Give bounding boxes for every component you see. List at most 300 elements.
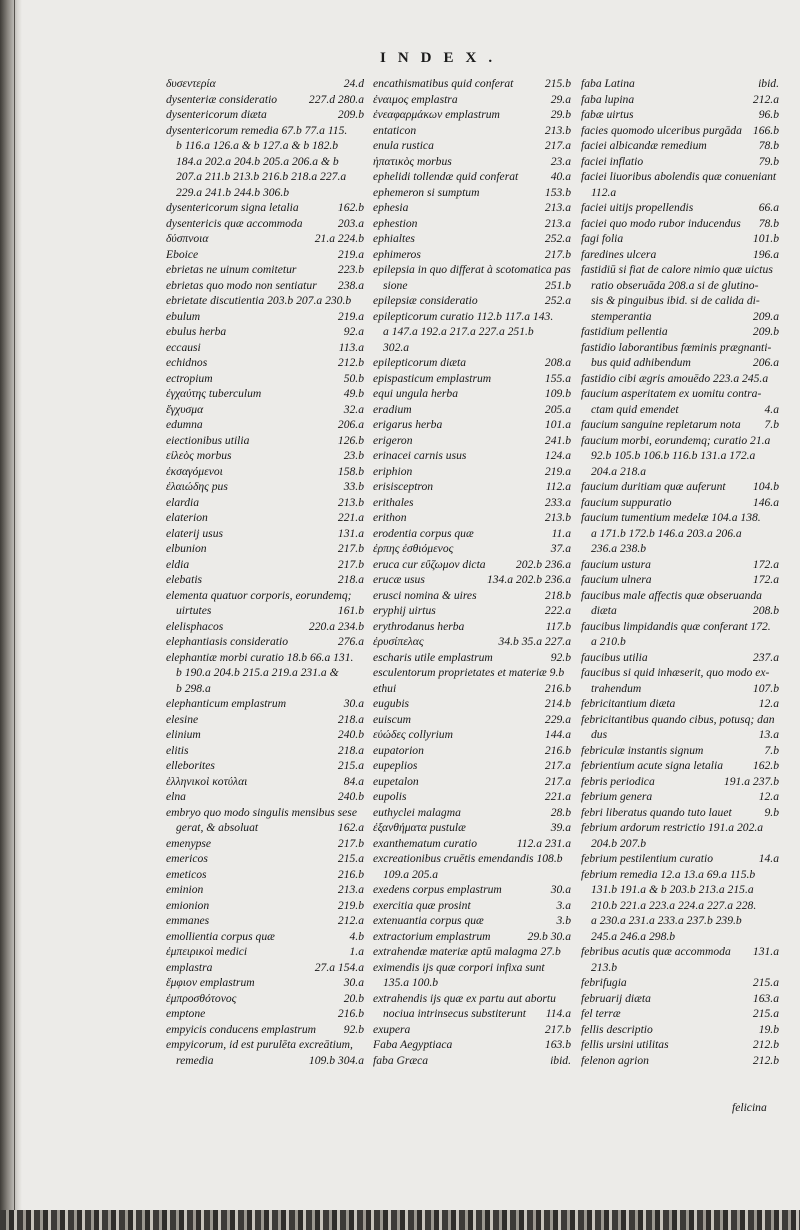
- entry-page-ref: 12.a: [758, 697, 779, 710]
- entry-term: febris periodica: [581, 774, 655, 788]
- entry-term: faucium sanguine repletarum nota: [581, 418, 741, 431]
- entry-page-ref: 79.b: [758, 154, 779, 168]
- entry-page-ref: 92.b: [343, 1022, 364, 1036]
- entry-term: febricitantibus quando cibus, potusq; dan: [581, 712, 775, 726]
- entry-page-ref: 50.b: [343, 371, 364, 385]
- entry-term: exanthematum curatio: [373, 836, 477, 850]
- index-entry: [373, 557, 571, 573]
- entry-page-ref: 78.b: [758, 139, 779, 152]
- entry-page-ref: 20.b: [343, 991, 364, 1005]
- entry-term: faciei quo modo rubor inducendus: [581, 216, 741, 230]
- entry-page-ref: 11.a: [551, 526, 571, 540]
- entry-term: ephialtes: [373, 232, 415, 245]
- entry-term: eugubis: [373, 697, 410, 710]
- entry-term: faciei albicandæ remedium: [581, 139, 707, 152]
- index-entry: [581, 340, 779, 356]
- entry-term: ἐρυσίπελας: [373, 635, 424, 648]
- entry-page-ref: 252.a: [544, 294, 571, 307]
- entry-term: euthyclei malagma: [373, 805, 461, 819]
- entry-term: emptone: [166, 1007, 206, 1020]
- index-entry: [581, 510, 779, 526]
- entry-term: fastidio laborantibus fœminis prægnanti-: [581, 340, 772, 354]
- decorative-border: [0, 1210, 800, 1230]
- index-entry: [373, 898, 571, 914]
- index-entry: [373, 107, 571, 123]
- entry-term: elaterion: [166, 511, 208, 524]
- index-entry: [373, 510, 571, 526]
- index-entry: [373, 386, 571, 402]
- entry-term: elinium: [166, 728, 201, 741]
- entry-term: excreationibus cruētis emendandis 108.b: [373, 852, 563, 865]
- entry-page-ref: 252.a: [544, 232, 571, 245]
- index-entry: [373, 169, 571, 185]
- index-entry: [373, 448, 571, 464]
- index-entry: [166, 1022, 364, 1038]
- entry-term: erithales: [373, 495, 414, 509]
- entry-term: ἐμπροσθότονος: [166, 991, 237, 1005]
- index-entry: [166, 216, 364, 232]
- entry-term: ἐνεαφαρμάκων emplastrum: [373, 108, 500, 121]
- entry-term: ephimeros: [373, 247, 421, 261]
- index-entry: [166, 448, 364, 464]
- index-entry: [581, 1022, 779, 1038]
- entry-term: b 190.a 204.b 215.a 219.a 231.a &: [176, 666, 339, 679]
- entry-page-ref: 212.a: [337, 914, 364, 927]
- entry-term: euiscum: [373, 712, 411, 726]
- entry-page-ref: 219.b: [337, 898, 364, 912]
- entry-page-ref: 219.a: [337, 247, 364, 261]
- entry-term: dysentericorum diæta: [166, 108, 267, 121]
- index-entry: [581, 913, 779, 929]
- index-entry: [166, 526, 364, 542]
- entry-page-ref: 109.b: [544, 387, 571, 400]
- index-entry: [373, 588, 571, 604]
- entry-term: ebrietate discutientia 203.b 207.a 230.b: [166, 294, 352, 307]
- entry-term: ἔγχυσμα: [166, 402, 204, 416]
- entry-term: uirtutes: [176, 604, 212, 617]
- index-entry: [581, 805, 779, 821]
- entry-term: esculentorum proprietates et materiæ 9.b: [373, 666, 565, 679]
- entry-page-ref: 158.b: [337, 464, 364, 478]
- entry-page-ref: 30.a: [343, 697, 364, 710]
- entry-page-ref: 212.b: [752, 1038, 779, 1051]
- index-column-3: [581, 76, 779, 1068]
- entry-page-ref: 29.b 30.a: [527, 929, 571, 943]
- index-entry: [581, 867, 779, 883]
- entry-page-ref: 144.a: [544, 728, 571, 741]
- entry-term: eradium: [373, 402, 412, 416]
- entry-term: faucium ustura: [581, 557, 651, 571]
- entry-page-ref: 215.a: [337, 759, 364, 772]
- entry-term: eupeplios: [373, 759, 418, 772]
- entry-term: erusci nomina & uires: [373, 588, 477, 602]
- entry-term: febriculæ instantis signum: [581, 743, 704, 757]
- entry-page-ref: 4.b: [349, 929, 364, 943]
- entry-page-ref: 203.a: [337, 216, 364, 230]
- index-entry: [581, 929, 779, 945]
- entry-page-ref: 205.a: [544, 402, 571, 416]
- entry-term: ἐμπειρικοὶ medici: [166, 945, 248, 958]
- entry-term: febrium remedia 12.a 13.a 69.a 115.b: [581, 867, 756, 881]
- entry-term: faredines ulcera: [581, 247, 657, 261]
- entry-page-ref: 209.b: [337, 108, 364, 121]
- entry-term: ἐξανθήματα pustulæ: [373, 821, 466, 834]
- index-entry: [166, 278, 364, 294]
- index-entry: [166, 247, 364, 263]
- index-entry: [581, 975, 779, 991]
- entry-page-ref: 217.a: [544, 774, 571, 788]
- index-entry: [166, 200, 364, 216]
- entry-term: trahendum: [591, 681, 642, 695]
- entry-page-ref: 212.b: [752, 1053, 779, 1067]
- entry-term: epilepsia in quo differat à scotomatica pas: [373, 263, 571, 276]
- index-entry: [581, 681, 779, 697]
- index-entry: [166, 913, 364, 929]
- index-entry: [373, 495, 571, 511]
- entry-page-ref: 213.a: [544, 201, 571, 214]
- index-entry: [373, 138, 571, 154]
- entry-term: ἔμφιον emplastrum: [166, 976, 255, 989]
- entry-page-ref: 30.a: [550, 883, 571, 896]
- index-entry: [373, 355, 571, 371]
- index-entry: [166, 975, 364, 991]
- entry-term: extractorium emplastrum: [373, 929, 491, 943]
- index-entry: [373, 479, 571, 495]
- entry-page-ref: 92.a: [343, 325, 364, 338]
- entry-term: a 147.a 192.a 217.a 227.a 251.b: [383, 325, 534, 338]
- entry-term: ephemeron si sumptum: [373, 185, 480, 199]
- index-entry: [166, 138, 364, 154]
- entry-term: eupetalon: [373, 774, 419, 788]
- entry-term: extrahendis ijs quæ ex partu aut abortu: [373, 991, 556, 1005]
- index-entry: [166, 572, 364, 588]
- index-entry: [166, 76, 364, 92]
- entry-term: a 210.b: [591, 635, 626, 648]
- entry-term: faucibus male affectis quæ obseruanda: [581, 588, 762, 602]
- entry-term: a 230.a 231.a 233.a 237.b 239.b: [591, 914, 742, 927]
- entry-page-ref: 14.a: [758, 852, 779, 865]
- entry-term: erythrodanus herba: [373, 619, 465, 633]
- entry-term: febribus acutis quæ accommoda: [581, 945, 731, 958]
- entry-term: encathismatibus quid conferat: [373, 77, 514, 90]
- index-entry: [373, 1037, 571, 1053]
- entry-page-ref: 219.a: [544, 464, 571, 478]
- entry-term: eriphion: [373, 464, 413, 478]
- index-entry: [581, 464, 779, 480]
- entry-term: 207.a 211.b 213.b 216.b 218.a 227.a: [176, 170, 347, 183]
- entry-term: fastidiū si fiat de calore nimio quæ uictus: [581, 263, 773, 276]
- entry-term: δυσεντερία: [166, 77, 216, 90]
- index-entry: [581, 231, 779, 247]
- index-entry: [581, 820, 779, 836]
- entry-term: eiectionibus utilia: [166, 433, 250, 447]
- entry-term: epilepticorum curatio 112.b 117.a 143.: [373, 309, 554, 323]
- entry-term: sis & pinguibus ibid. si de calida di-: [591, 294, 760, 307]
- index-entry: [581, 665, 779, 681]
- entry-page-ref: 221.a: [337, 511, 364, 524]
- entry-term: facies quomodo ulceribus purgāda: [581, 123, 742, 137]
- entry-term: ctam quid emendet: [591, 402, 679, 416]
- entry-term: faciei inflatio: [581, 154, 644, 168]
- entry-term: fabæ uirtus: [581, 108, 634, 121]
- entry-term: elardia: [166, 495, 200, 509]
- entry-term: epilepsiæ consideratio: [373, 294, 478, 307]
- entry-term: Faba Aegyptiaca: [373, 1038, 453, 1051]
- entry-page-ref: 101.a: [544, 418, 571, 431]
- entry-page-ref: 215.a: [337, 852, 364, 865]
- index-entry: [581, 650, 779, 666]
- entry-term: ἠπατικὸς morbus: [373, 154, 452, 168]
- entry-term: faba Græca: [373, 1053, 429, 1067]
- entry-page-ref: 238.a: [337, 278, 364, 292]
- index-entry: [166, 1006, 364, 1022]
- index-entry: [581, 433, 779, 449]
- index-entry: [166, 340, 364, 356]
- entry-term: erisisceptron: [373, 480, 434, 493]
- index-entry: [581, 727, 779, 743]
- entry-term: fastidium pellentia: [581, 325, 668, 338]
- entry-term: dus: [591, 728, 608, 741]
- entry-page-ref: 276.a: [337, 635, 364, 648]
- entry-term: faucium ulnera: [581, 573, 652, 586]
- index-entry: [373, 634, 571, 650]
- entry-term: 213.b: [591, 960, 618, 974]
- entry-page-ref: 49.b: [343, 387, 364, 400]
- entry-term: 210.b 221.a 223.a 224.a 227.a 228.: [591, 898, 757, 912]
- entry-term: b 116.a 126.a & b 127.a & b 182.b: [176, 139, 339, 152]
- index-entry: [581, 696, 779, 712]
- index-entry: [373, 774, 571, 790]
- entry-term: erithon: [373, 511, 407, 524]
- entry-page-ref: 222.a: [544, 604, 571, 617]
- index-entry: [166, 107, 364, 123]
- entry-term: elephantiasis consideratio: [166, 635, 289, 648]
- entry-term: faucium duritiam quæ auferunt: [581, 480, 726, 493]
- entry-term: extrahendæ materiæ aptū malagma 27.b: [373, 945, 561, 958]
- index-entry: [373, 619, 571, 635]
- index-entry: [166, 805, 364, 821]
- entry-term: embryo quo modo singulis mensibus sese: [166, 805, 357, 819]
- entry-page-ref: 196.a: [752, 247, 779, 261]
- index-entry: [581, 634, 779, 650]
- entry-term: emeticos: [166, 867, 207, 881]
- index-entry: [581, 355, 779, 371]
- entry-page-ref: 240.b: [337, 790, 364, 803]
- entry-page-ref: 96.b: [758, 108, 779, 121]
- index-entry: [166, 1037, 364, 1053]
- index-entry: [166, 929, 364, 945]
- entry-page-ref: 78.b: [758, 216, 779, 230]
- entry-page-ref: 215.a: [752, 1007, 779, 1020]
- entry-term: 109.a 205.a: [383, 867, 439, 881]
- entry-term: elephanticum emplastrum: [166, 697, 287, 710]
- index-entry: [581, 588, 779, 604]
- index-entry: [373, 464, 571, 480]
- entry-page-ref: 40.a: [550, 170, 571, 183]
- index-entry: [166, 402, 364, 418]
- entry-page-ref: 113.a: [338, 340, 364, 354]
- entry-page-ref: 162.a: [337, 821, 364, 834]
- index-entry: [166, 820, 364, 836]
- entry-term: gerat, & absoluat: [176, 821, 259, 834]
- entry-term: 204.b 207.b: [591, 836, 647, 850]
- index-entry: [373, 975, 571, 991]
- entry-page-ref: 218.a: [337, 573, 364, 586]
- entry-page-ref: 172.a: [752, 573, 779, 586]
- index-entry: [581, 123, 779, 139]
- entry-term: 302.a: [383, 340, 410, 354]
- entry-page-ref: 217.b: [337, 542, 364, 555]
- index-entry: [166, 944, 364, 960]
- entry-term: emionion: [166, 898, 210, 912]
- index-entry: [373, 820, 571, 836]
- index-entry: [581, 495, 779, 511]
- entry-term: erigarus herba: [373, 418, 443, 431]
- entry-term: februarij diæta: [581, 991, 651, 1005]
- entry-term: eryphij uirtus: [373, 604, 436, 617]
- entry-term: diæta: [591, 604, 617, 617]
- index-entry: [166, 324, 364, 340]
- entry-term: elitis: [166, 743, 189, 757]
- entry-page-ref: 217.a: [544, 759, 571, 772]
- entry-term: eminion: [166, 883, 204, 896]
- index-entry: [166, 882, 364, 898]
- entry-term: febrifugia: [581, 976, 627, 989]
- index-entry: [581, 851, 779, 867]
- entry-term: 92.b 105.b 106.b 116.b 131.a 172.a: [591, 449, 756, 462]
- index-entry: [581, 541, 779, 557]
- entry-term: febrium pestilentium curatio: [581, 852, 714, 865]
- entry-term: 245.a 246.a 298.b: [591, 929, 676, 943]
- entry-term: sione: [383, 278, 408, 292]
- index-entry: [581, 960, 779, 976]
- spine-edge: [14, 0, 15, 1230]
- index-entry: [373, 200, 571, 216]
- entry-term: exupera: [373, 1022, 411, 1036]
- entry-term: elaterij usus: [166, 526, 224, 540]
- entry-page-ref: 237.a: [752, 650, 779, 664]
- entry-page-ref: 209.a: [752, 309, 779, 323]
- entry-term: febrium ardorum restrictio 191.a 202.a: [581, 821, 764, 834]
- entry-term: febri liberatus quando tuto lauet: [581, 805, 732, 819]
- entry-term: ectropium: [166, 371, 213, 385]
- entry-term: faucibus limpidandis quæ conferant 172.: [581, 619, 771, 633]
- entry-term: edumna: [166, 418, 203, 431]
- entry-page-ref: 215.b: [544, 77, 571, 90]
- entry-term: erigeron: [373, 433, 413, 447]
- entry-page-ref: 9.b: [764, 805, 779, 819]
- entry-term: emollientia corpus quæ: [166, 929, 275, 943]
- index-entry: [581, 526, 779, 542]
- entry-term: emmanes: [166, 914, 210, 927]
- entry-page-ref: 217.b: [544, 1022, 571, 1036]
- index-entry: [166, 541, 364, 557]
- index-entry: [373, 231, 571, 247]
- index-entry: [166, 758, 364, 774]
- index-entry: [581, 293, 779, 309]
- index-entry: [373, 867, 571, 883]
- entry-term: epilepticorum diæta: [373, 356, 467, 369]
- index-column-1: [166, 76, 364, 1068]
- index-entry: [373, 681, 571, 697]
- entry-page-ref: 212.b: [337, 356, 364, 369]
- index-entry: [166, 1053, 364, 1069]
- entry-page-ref: 134.a 202.b 236.a: [486, 573, 571, 586]
- index-entry: [373, 76, 571, 92]
- entry-page-ref: 223.b: [337, 263, 364, 276]
- entry-term: Eboice: [166, 247, 199, 261]
- entry-page-ref: 109.b 304.a: [308, 1053, 364, 1067]
- entry-term: dysenteriæ consideratio: [166, 92, 278, 106]
- index-entry: [166, 262, 364, 278]
- index-entry: [373, 1022, 571, 1038]
- entry-term: b 298.a: [176, 681, 211, 695]
- entry-page-ref: 217.b: [337, 557, 364, 571]
- index-entry: [581, 278, 779, 294]
- index-entry: [166, 433, 364, 449]
- entry-page-ref: 209.b: [752, 325, 779, 338]
- entry-page-ref: 131.a: [752, 945, 779, 958]
- index-entry: [581, 138, 779, 154]
- index-entry: [581, 448, 779, 464]
- index-entry: [581, 371, 779, 387]
- entry-term: eccausi: [166, 340, 201, 354]
- entry-page-ref: 155.a: [544, 371, 571, 385]
- entry-page-ref: 27.a 154.a: [314, 960, 364, 974]
- index-entry: [166, 619, 364, 635]
- entry-term: fellis ursini utilitas: [581, 1038, 669, 1051]
- index-entry: [166, 665, 364, 681]
- entry-term: elleborites: [166, 759, 215, 772]
- entry-page-ref: 161.b: [337, 604, 364, 617]
- entry-term: ἐναιμος emplastra: [373, 92, 458, 106]
- index-entry: [373, 278, 571, 294]
- entry-page-ref: 213.a: [544, 216, 571, 230]
- index-entry: [166, 386, 364, 402]
- index-entry: [581, 882, 779, 898]
- entry-page-ref: 153.b: [544, 185, 571, 199]
- entry-page-ref: 241.b: [544, 433, 571, 447]
- entry-page-ref: 117.b: [545, 619, 571, 633]
- spine-shadow: [0, 0, 22, 1230]
- index-entry: [166, 712, 364, 728]
- entry-term: elementa quatuor corporis, eorundemq;: [166, 588, 352, 602]
- entry-term: eupatorion: [373, 743, 424, 757]
- index-entry: [373, 433, 571, 449]
- index-entry: [581, 1037, 779, 1053]
- index-entry: [166, 960, 364, 976]
- entry-term: dysentericorum signa letalia: [166, 201, 299, 214]
- entry-page-ref: 28.b: [550, 805, 571, 819]
- index-entry: [581, 216, 779, 232]
- entry-page-ref: 215.a: [752, 976, 779, 989]
- index-entry: [373, 293, 571, 309]
- entry-term: ἐκσαγόμενοι: [166, 464, 223, 478]
- entry-page-ref: 104.b: [752, 480, 779, 493]
- index-entry: [166, 510, 364, 526]
- index-entry: [166, 495, 364, 511]
- entry-page-ref: 213.b: [337, 495, 364, 509]
- index-entry: [166, 293, 364, 309]
- entry-page-ref: 12.a: [758, 790, 779, 803]
- index-entry: [166, 479, 364, 495]
- entry-term: 204.a 218.a: [591, 464, 647, 478]
- entry-page-ref: 213.b: [544, 123, 571, 137]
- index-entry: [581, 836, 779, 852]
- index-entry: [166, 588, 364, 604]
- index-entry: [373, 665, 571, 681]
- entry-page-ref: 7.b: [764, 743, 779, 757]
